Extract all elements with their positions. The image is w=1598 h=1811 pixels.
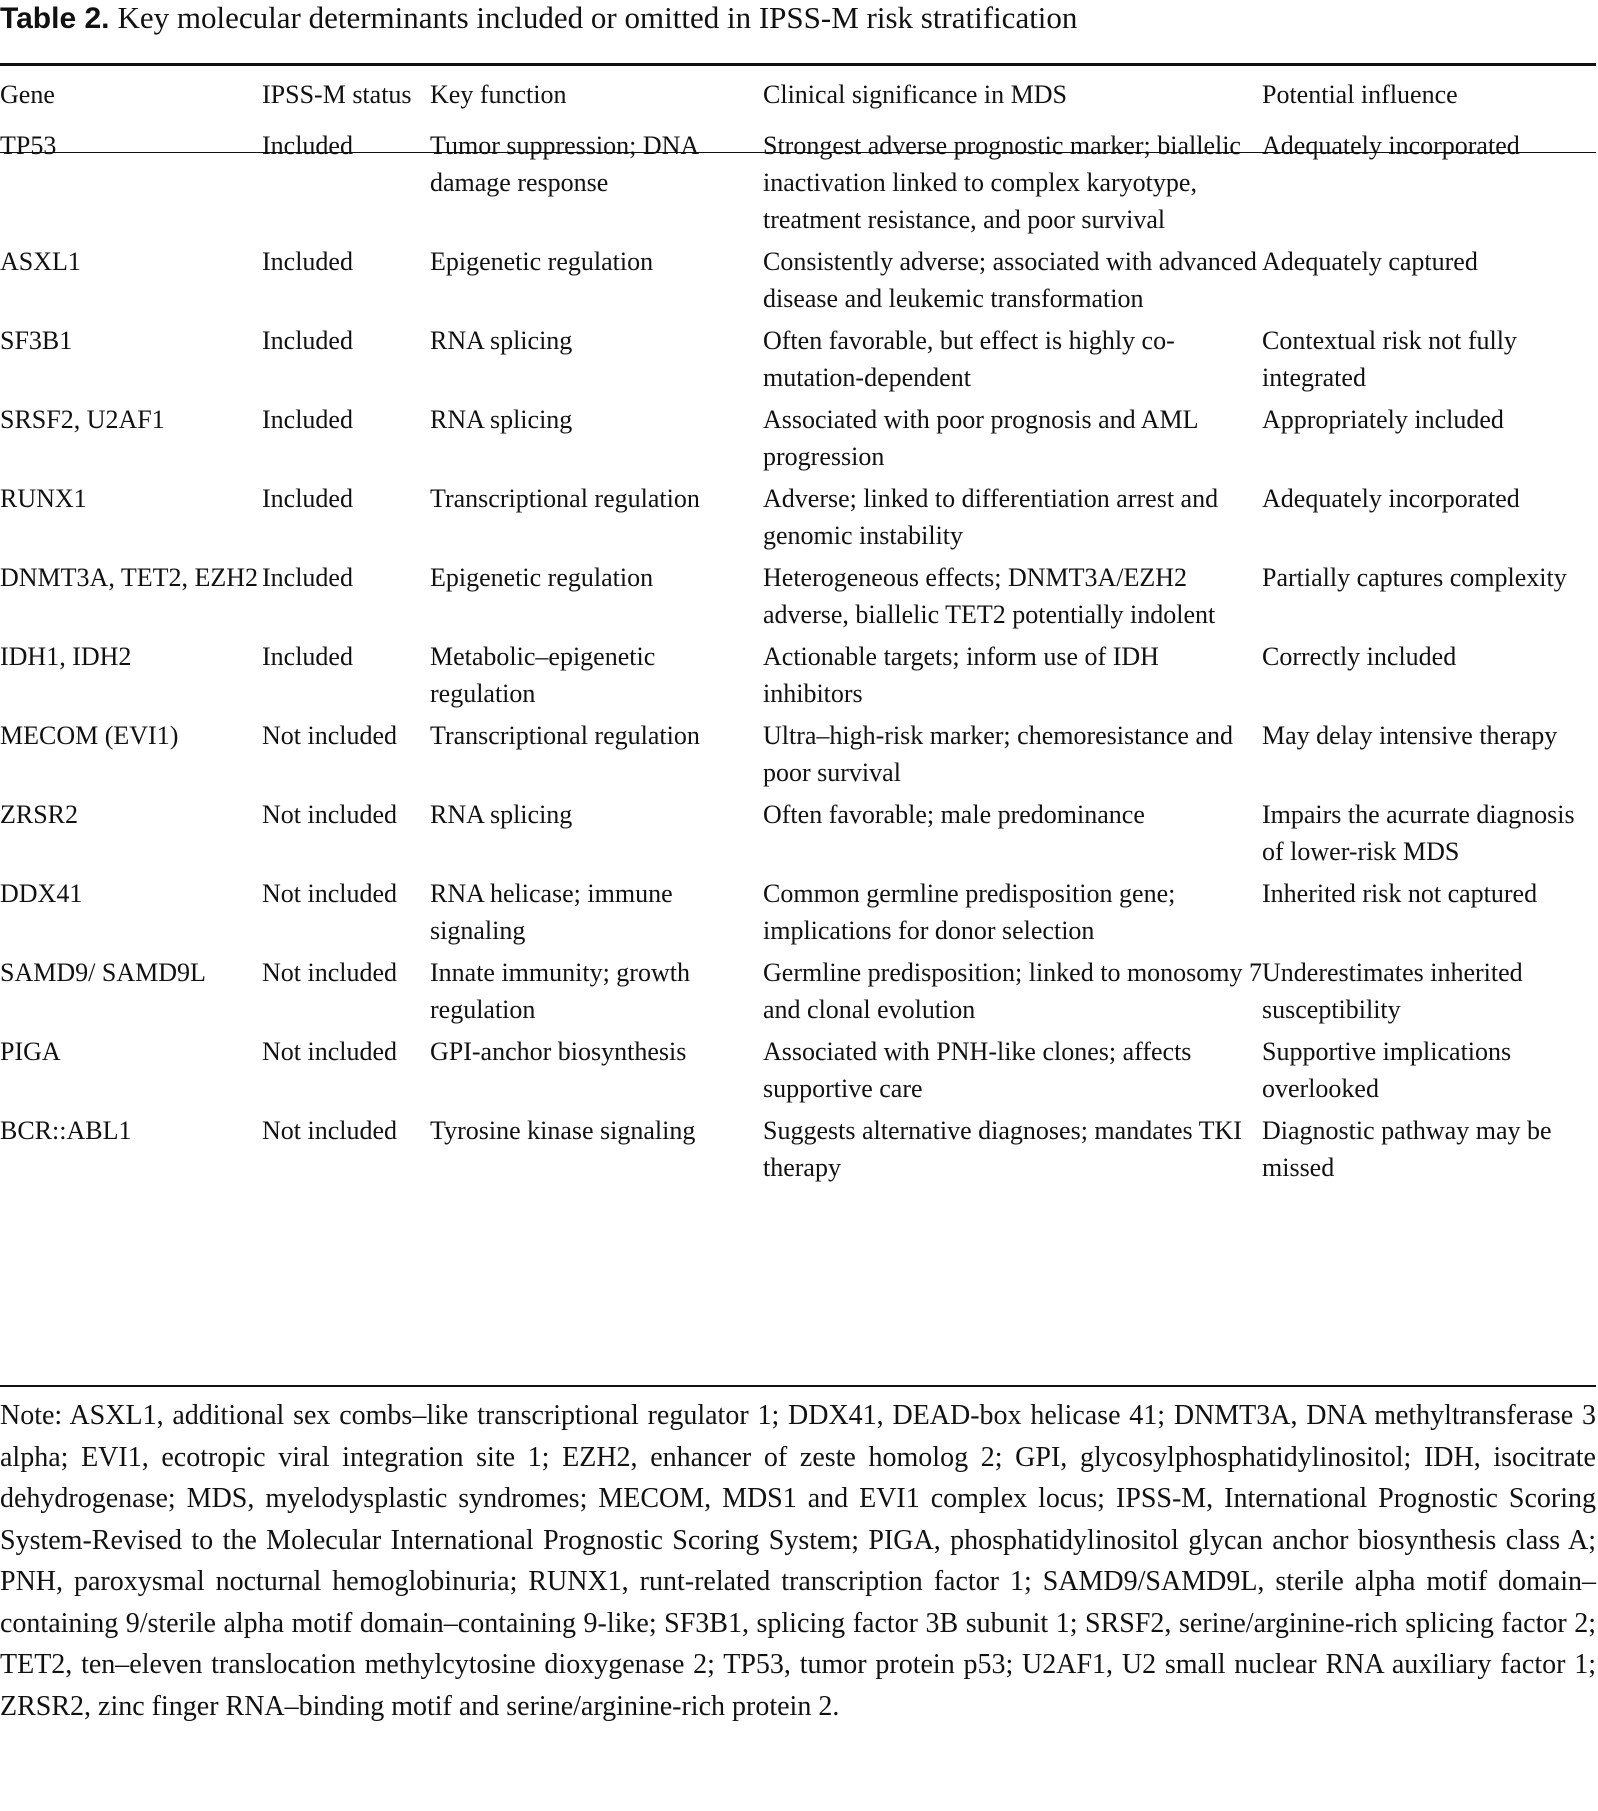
column-header-function: Key function (430, 80, 567, 109)
header-row (0, 76, 1596, 117)
table-row (0, 322, 1596, 401)
cell-significance: Actionable targets; inform use of IDH inhibitors (763, 642, 1159, 708)
table-row (0, 480, 1596, 559)
cell-status: Not included (262, 879, 398, 908)
cell-status: Included (262, 247, 353, 276)
table-caption (0, 0, 1077, 37)
cell-function: Transcriptional regulation (430, 484, 700, 513)
cell-function: RNA helicase; immune signaling (430, 879, 673, 945)
table-top-rule (0, 63, 1596, 66)
table-bottom-rule (0, 1385, 1596, 1387)
cell-influence: Supportive implications overlooked (1262, 1037, 1512, 1103)
cell-gene: ASXL1 (0, 247, 81, 276)
cell-function: RNA splicing (430, 800, 573, 829)
cell-function: Tyrosine kinase signaling (430, 1116, 696, 1145)
cell-gene: DDX41 (0, 879, 83, 908)
cell-significance: Adverse; linked to differentiation arrest and genomic instability (763, 484, 1219, 550)
table-row (0, 875, 1596, 954)
cell-influence: Underestimates inherited susceptibility (1262, 958, 1523, 1024)
cell-function: Epigenetic regulation (430, 563, 654, 592)
column-header-gene: Gene (0, 80, 55, 109)
cell-significance: Suggests alternative diagnoses; mandates TKI therapy (763, 1116, 1242, 1182)
cell-influence: Adequately incorporated (1262, 131, 1520, 160)
cell-gene: ZRSR2 (0, 800, 79, 829)
cell-status: Included (262, 405, 353, 434)
table-row (0, 796, 1596, 875)
cell-function: Epigenetic regulation (430, 247, 654, 276)
data-table (0, 76, 1596, 1191)
cell-status: Not included (262, 1116, 398, 1145)
cell-function: RNA splicing (430, 405, 573, 434)
table-note: Note: ASXL1, additional sex combs–like transcriptional regulator 1; DDX41, DEAD-box helicase 41; DNMT3A, DNA methyltransferase 3 alpha; EVI1, ecotropic viral integration site 1; EZH2, enhancer of zeste homolog 2; GPI, glycosylphosphatidylinositol; IDH, isocitrate dehydrogenase; MDS, myelodysplastic syndromes; MECOM, MDS1 and EVI1 complex locus; IPSS-M, International Prognostic Scoring System-Revised to the Molecular International Prognostic Scoring System; PIGA, phosphatidylinositol glycan anchor biosynthesis class A; PNH, paroxysmal nocturnal hemoglobinuria; RUNX1, runt-related transcription factor 1; SAMD9/SAMD9L, sterile alpha motif domain–containing 9/sterile alpha motif domain–containing 9-like; SF3B1, splicing factor 3B subunit 1; SRSF2, serine/arginine-rich splicing factor 2; TET2, ten–eleven translocation methylcytosine dioxygenase 2; TP53, tumor protein p53; U2AF1, U2 small nuclear RNA auxiliary factor 1; ZRSR2, zinc finger RNA–binding motif and serine/arginine-rich protein 2. (0, 1400, 1596, 1722)
cell-influence: Appropriately included (1262, 405, 1504, 434)
cell-gene: DNMT3A, TET2, EZH2 (0, 563, 259, 592)
cell-influence: May delay intensive therapy (1262, 721, 1558, 750)
cell-status: Not included (262, 721, 398, 750)
cell-influence: Partially captures complexity (1262, 563, 1567, 592)
table-row (0, 638, 1596, 717)
cell-status: Not included (262, 1037, 398, 1066)
cell-influence: Contextual risk not fully integrated (1262, 326, 1517, 392)
cell-significance: Heterogeneous effects; DNMT3A/EZH2 adverse, biallelic TET2 potentially indolent (763, 563, 1216, 629)
cell-status: Included (262, 642, 353, 671)
cell-significance: Often favorable, but effect is highly co-mutation-dependent (763, 326, 1175, 392)
cell-function: Metabolic–epigenetic regulation (430, 642, 656, 708)
cell-gene: SAMD9/ SAMD9L (0, 958, 206, 987)
cell-significance: Consistently adverse; associated with advanced disease and leukemic transformation (763, 247, 1257, 313)
table-row (0, 1033, 1596, 1112)
cell-gene: PIGA (0, 1037, 61, 1066)
cell-influence: Adequately incorporated (1262, 484, 1520, 513)
table-row (0, 717, 1596, 796)
cell-influence: Adequately captured (1262, 247, 1478, 276)
cell-function: RNA splicing (430, 326, 573, 355)
cell-significance: Ultra–high-risk marker; chemoresistance and poor survival (763, 721, 1233, 787)
cell-influence: Impairs the acurrate diagnosis of lower-risk MDS (1262, 800, 1575, 866)
column-header-status: IPSS-M status (262, 80, 412, 109)
table-row (0, 401, 1596, 480)
cell-significance: Common germline predisposition gene; implications for donor selection (763, 879, 1176, 945)
table-row (0, 243, 1596, 322)
table-row (0, 954, 1596, 1033)
column-header-influence: Potential influence (1262, 80, 1458, 109)
cell-influence: Correctly included (1262, 642, 1457, 671)
cell-status: Included (262, 131, 353, 160)
cell-function: Tumor suppression; DNA damage response (430, 131, 698, 197)
cell-gene: SF3B1 (0, 326, 73, 355)
cell-influence: Diagnostic pathway may be missed (1262, 1116, 1552, 1182)
table-title: Key molecular determinants included or omitted in IPSS-M risk stratification (117, 0, 1078, 35)
cell-status: Included (262, 484, 353, 513)
cell-function: Transcriptional regulation (430, 721, 700, 750)
cell-gene: TP53 (0, 131, 57, 160)
table-row (0, 559, 1596, 638)
cell-status: Not included (262, 800, 398, 829)
cell-significance: Often favorable; male predominance (763, 800, 1145, 829)
table-row (0, 1112, 1596, 1191)
cell-function: Innate immunity; growth regulation (430, 958, 690, 1024)
table-row (0, 117, 1596, 243)
column-header-significance: Clinical significance in MDS (763, 80, 1068, 109)
cell-status: Included (262, 326, 353, 355)
cell-gene: RUNX1 (0, 484, 87, 513)
cell-gene: IDH1, IDH2 (0, 642, 132, 671)
cell-gene: BCR::ABL1 (0, 1116, 132, 1145)
cell-significance: Associated with PNH-like clones; affects supportive care (763, 1037, 1192, 1103)
cell-status: Not included (262, 958, 398, 987)
table-label: Table 2. (0, 2, 110, 35)
cell-gene: MECOM (EVI1) (0, 721, 179, 750)
cell-influence: Inherited risk not captured (1262, 879, 1538, 908)
cell-significance: Strongest adverse prognostic marker; biallelic inactivation linked to complex karyotype, treatment resistance, and poor survival (763, 131, 1241, 234)
cell-significance: Associated with poor prognosis and AML progression (763, 405, 1198, 471)
cell-status: Included (262, 563, 353, 592)
cell-significance: Germline predisposition; linked to monosomy 7 and clonal evolution (763, 958, 1263, 1024)
cell-gene: SRSF2, U2AF1 (0, 405, 165, 434)
cell-function: GPI-anchor biosynthesis (430, 1037, 687, 1066)
